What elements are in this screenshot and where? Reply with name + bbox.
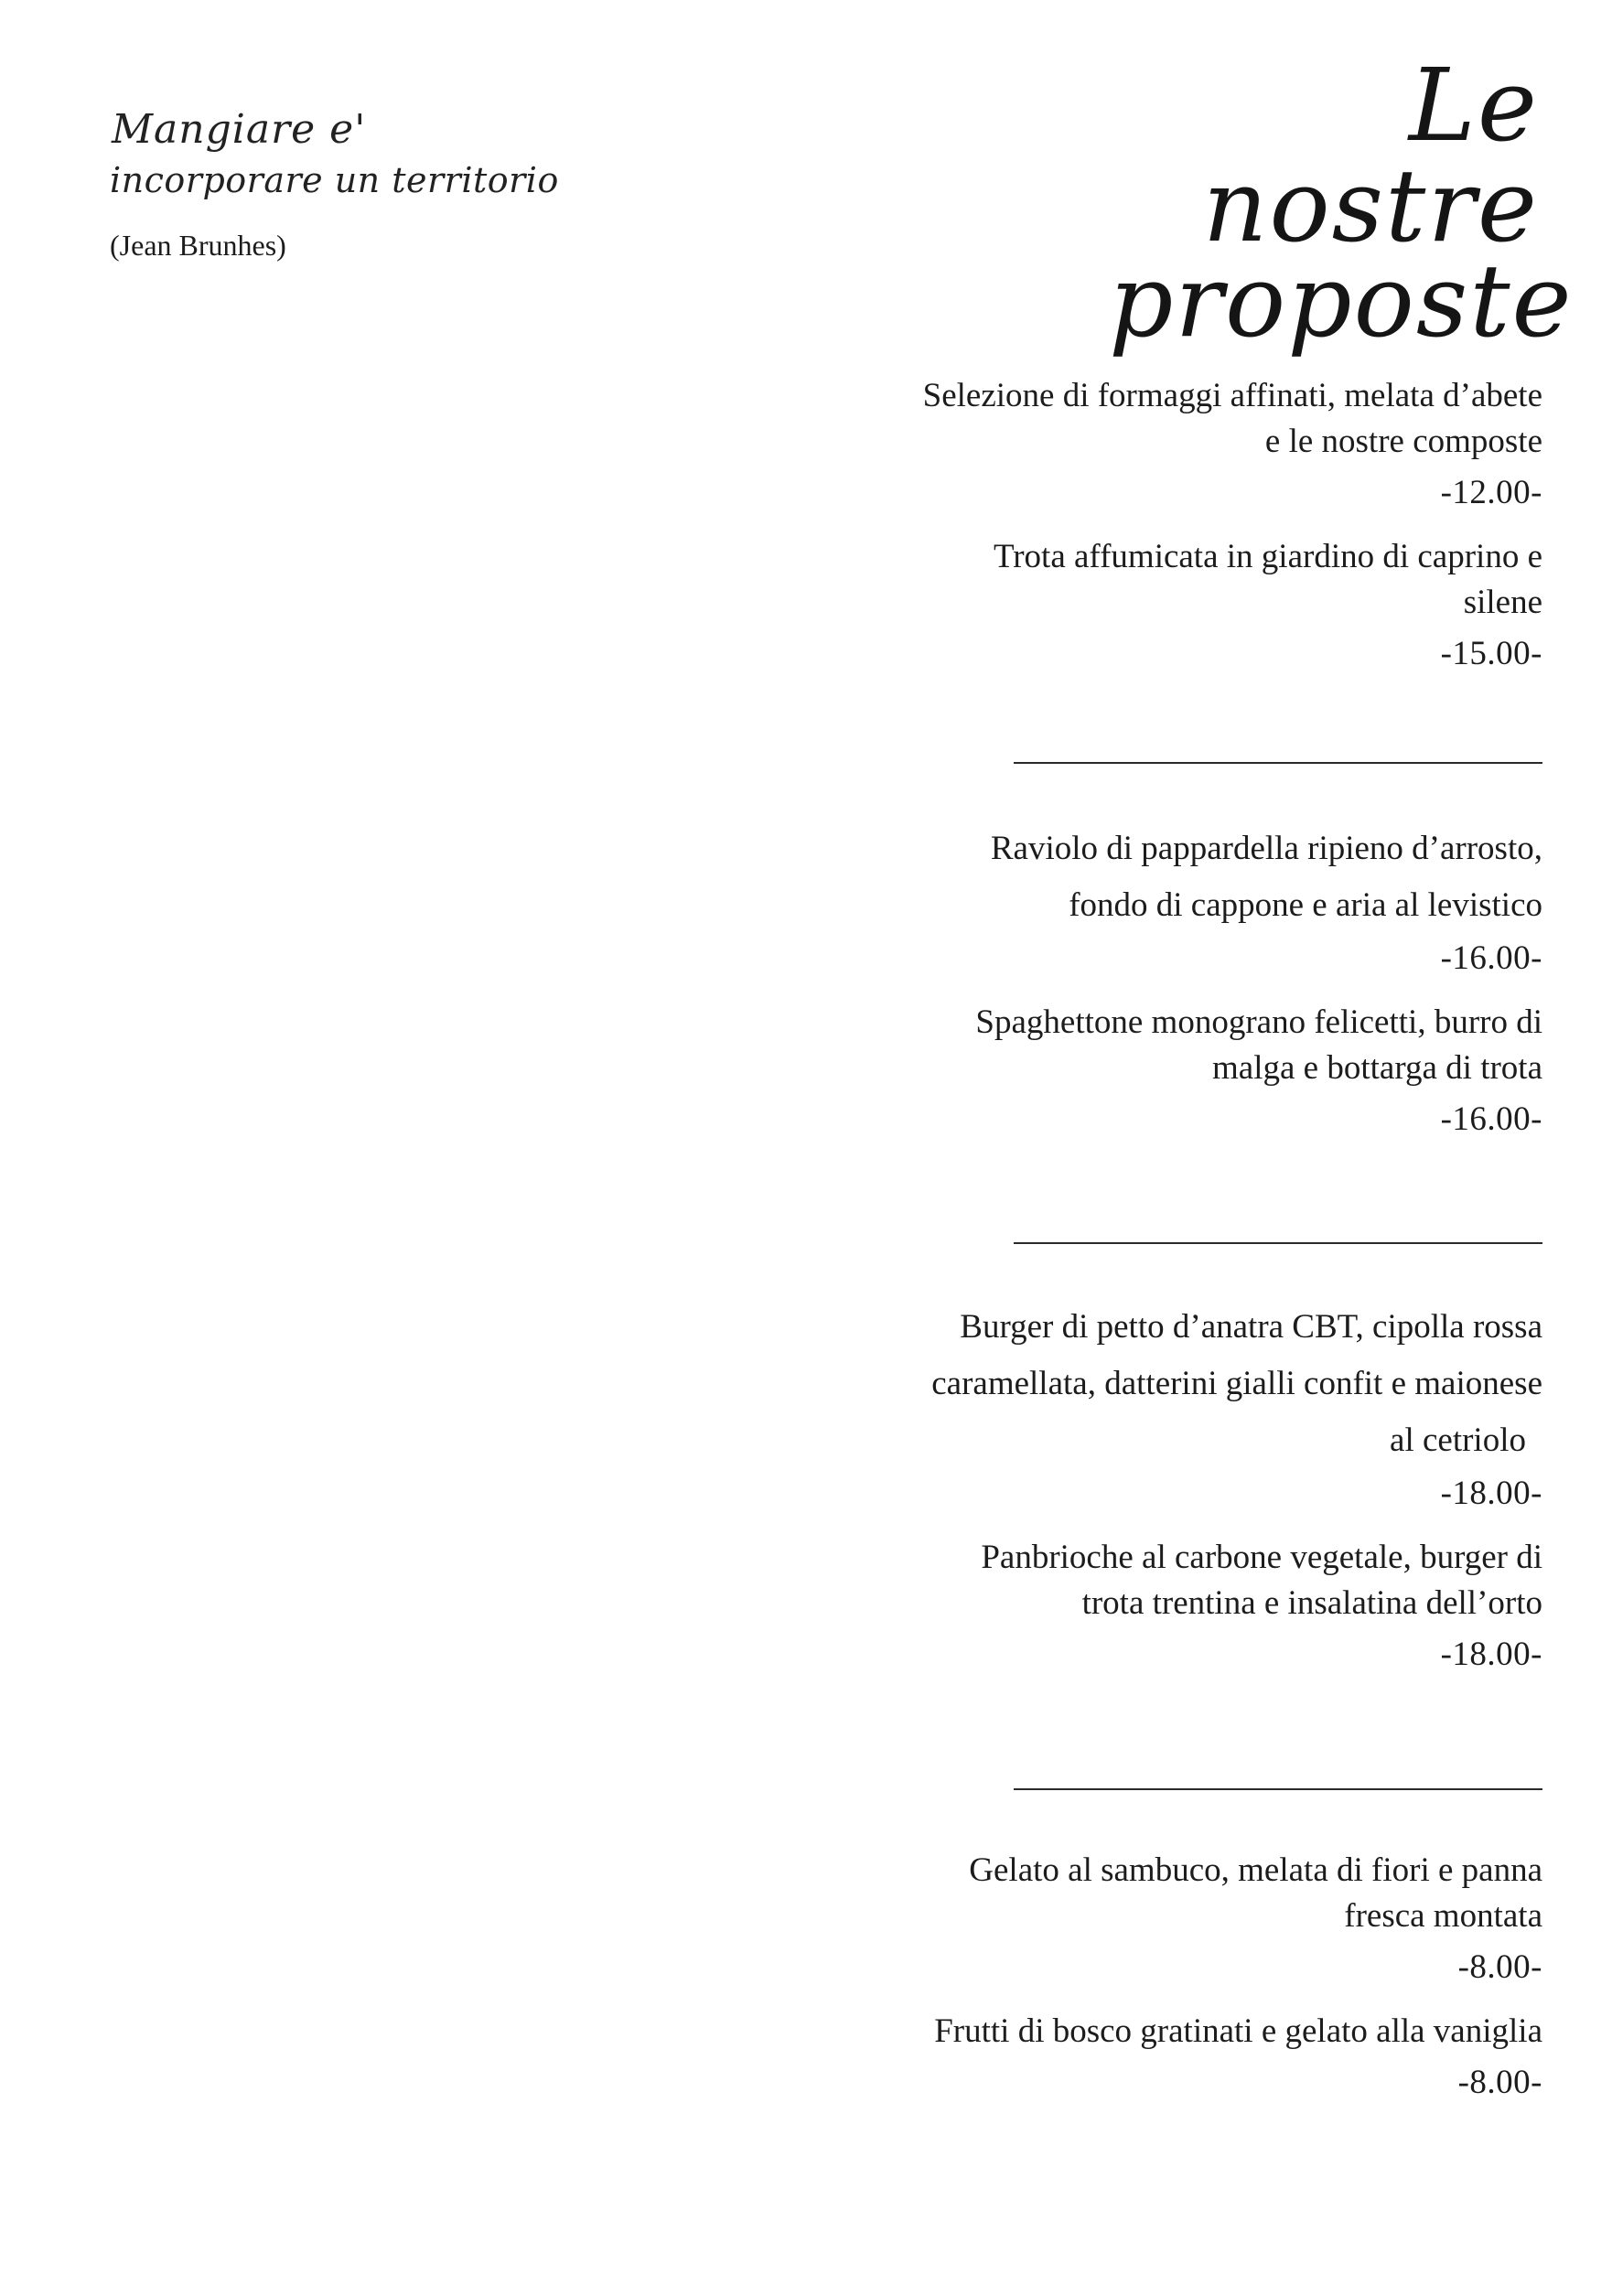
dish-description-line: silene — [1463, 584, 1542, 621]
dish-description-line: trota trentina e insalatina dell’orto — [1081, 1584, 1542, 1622]
dish-description-line: Raviolo di pappardella ripieno d’arrosto, — [990, 830, 1542, 867]
section-divider — [1014, 1242, 1542, 1244]
menu-item — [719, 1848, 1542, 1990]
dish-price: -8.00- — [1457, 1948, 1542, 1986]
epigraph — [110, 106, 586, 263]
menu-item — [719, 826, 1542, 982]
dish-description-line: e le nostre composte — [1264, 423, 1542, 460]
menu-item — [719, 1304, 1542, 1517]
menu-section-starters — [719, 373, 1542, 697]
dish-price: -18.00- — [1440, 1636, 1542, 1673]
epigraph-author: (Jean Brunhes) — [110, 229, 286, 262]
dish-description-line: Panbrioche al carbone vegetale, burger di — [981, 1539, 1542, 1576]
menu-section-main-courses — [719, 1304, 1542, 1698]
dish-description-line: fresca montata — [1344, 1897, 1542, 1935]
menu-section-desserts — [719, 1848, 1542, 2126]
dish-price: -16.00- — [1440, 939, 1542, 977]
dish-price: -16.00- — [1440, 1100, 1542, 1138]
dish-price: -18.00- — [1440, 1475, 1542, 1512]
dish-description-line: malga e bottarga di trota — [1212, 1049, 1542, 1087]
menu-item — [719, 2009, 1542, 2106]
epigraph-line-2: incorporare un territorio — [110, 160, 559, 200]
dish-description-line: al cetriolo — [1390, 1422, 1526, 1459]
dish-description-line: Selezione di formaggi affinati, melata d’abete — [922, 377, 1542, 414]
dish-description-line: Trota affumicata in giardino di caprino e — [993, 538, 1542, 575]
menu-item — [719, 373, 1542, 516]
menu-title-line-2: proposte — [1109, 242, 1574, 359]
dish-description-line: caramellata, datterini gialli confit e maionese — [931, 1365, 1542, 1402]
dish-price: -15.00- — [1440, 635, 1542, 672]
dish-price: -8.00- — [1457, 2064, 1542, 2101]
dish-description-line: Spaghettone monograno felicetti, burro di — [975, 1003, 1542, 1041]
section-divider — [1014, 762, 1542, 764]
menu-item — [719, 534, 1542, 677]
menu-item — [719, 1535, 1542, 1678]
menu-title-line-1: Le nostre — [1202, 47, 1539, 264]
epigraph-line-1: Mangiare e' — [112, 106, 367, 153]
section-divider — [1014, 1788, 1542, 1790]
dish-description-line: Gelato al sambuco, melata di fiori e panna — [969, 1851, 1542, 1889]
menu-section-first-courses — [719, 826, 1542, 1163]
menu-item — [719, 1000, 1542, 1143]
dish-price: -12.00- — [1440, 474, 1542, 511]
dish-description-line: Burger di petto d’anatra CBT, cipolla rossa — [960, 1308, 1542, 1346]
menu-title — [1109, 47, 1574, 359]
dish-description-line: Frutti di bosco gratinati e gelato alla vaniglia — [934, 2012, 1542, 2050]
dish-description-line: fondo di cappone e aria al levistico — [1069, 886, 1542, 924]
